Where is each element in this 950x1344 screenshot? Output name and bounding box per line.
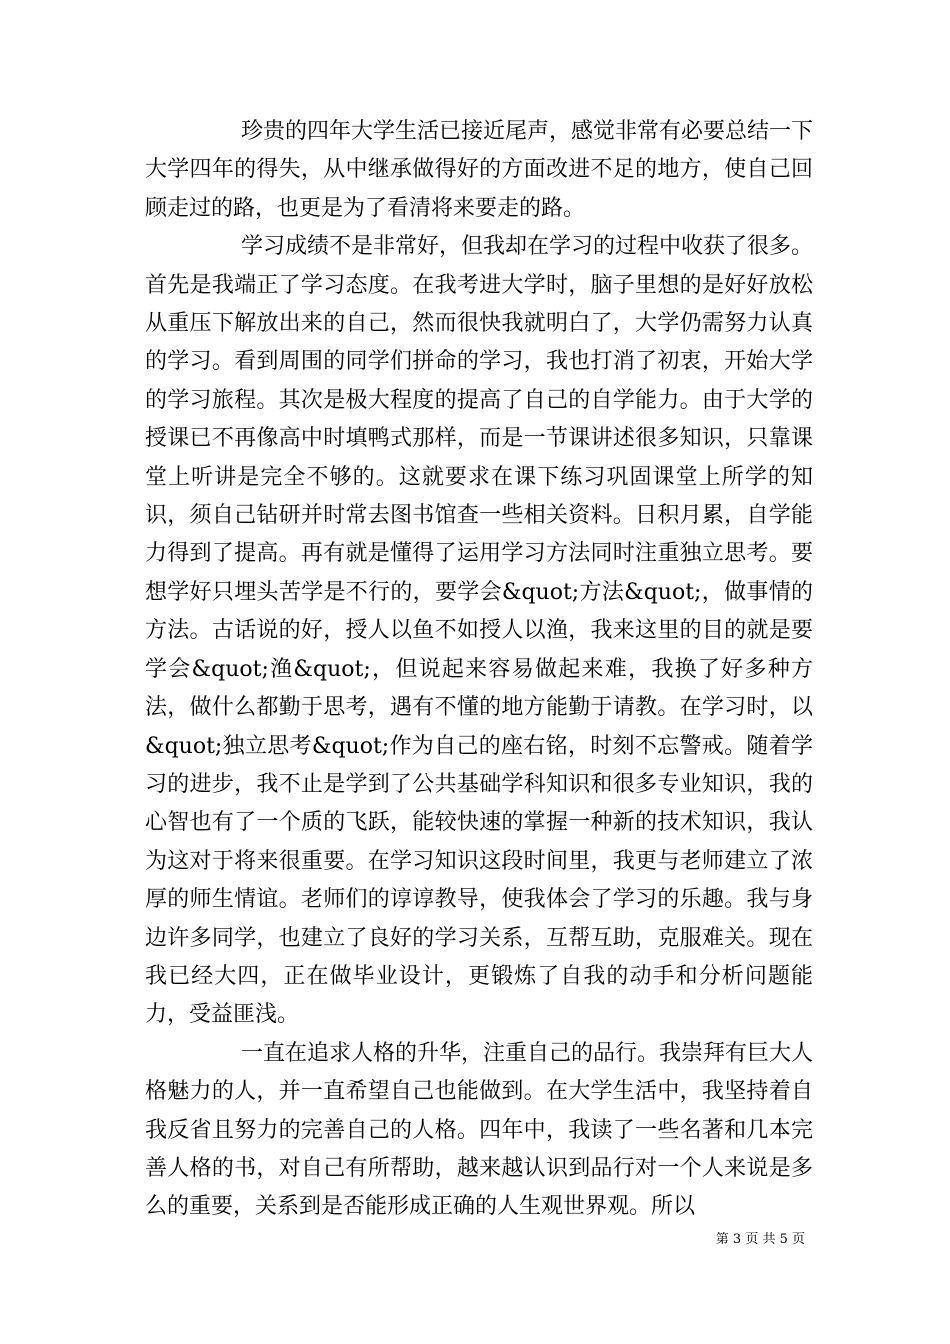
page-number-footer: 第 3 页 共 5 页 [715,1232,805,1247]
document-body [145,113,813,1227]
paragraph-1: 珍贵的四年大学生活已接近尾声，感觉非常有必要总结一下大学四年的得失，从中继承做得好的方面改进不足的地方，使自己回顾走过的路，也更是为了看清将来要走的路。 [145,119,814,221]
paragraph-2: 学习成绩不是非常好，但我却在学习的过程中收获了很多。首先是我端正了学习态度。在我考进大学时，脑子里想的是好好放松从重压下解放出来的自己，然而很快我就明白了，大学仍需努力认真的学习。看到周围的同学们拼命的学习，我也打消了初衷，开始大学的学习旅程。其次是极大程度的提高了自己的自学能力。由于大学的授课已不再像高中时填鸭式那样，而是一节课讲述很多知识，只靠课堂上听讲是完全不够的。这就要求在课下练习巩固课堂上所学的知识，须自己钻研并时常去图书馆查一些相关资料。日积月累，自学能力得到了提高。再有就是懂得了运用学习方法同时注重独立思考。要想学好只埋头苦学是不行的，要学会&quot;方法&quot;，做事情的方法。古话说的好，授人以鱼不如授人以渔，我来这里的目的就是要学会&quot;渔&quot;，但说起来容易做起来难，我换了好多种方法，做什么都勤于思考，遇有不懂的地方能勤于请教。在学习时，以&quot;独立思考&quot;作为自己的座右铭，时刻不忘警戒。随着学习的进步，我不止是学到了公共基础学科知识和很多专业知识，我的心智也有了一个质的飞跃，能较快速的掌握一种新的技术知识，我认为这对于将来很重要。在学习知识这段时间里，我更与老师建立了浓厚的师生情谊。老师们的谆谆教导，使我体会了学习的乐趣。我与身边许多同学，也建立了良好的学习关系，互帮互助，克服难关。现在我已经大四，正在做毕业设计，更锻炼了自我的动手和分析问题能力，受益匪浅。 [145,234,814,1028]
paragraph-3: 一直在追求人格的升华，注重自己的品行。我崇拜有巨大人格魅力的人，并一直希望自己也能做到。在大学生活中，我坚持着自我反省且努力的完善自己的人格。四年中，我读了一些名著和几本完善人格的书，对自己有所帮助，越来越认识到品行对一个人来说是多么的重要，关系到是否能形成正确的人生观世界观。所以 [145,1040,814,1220]
